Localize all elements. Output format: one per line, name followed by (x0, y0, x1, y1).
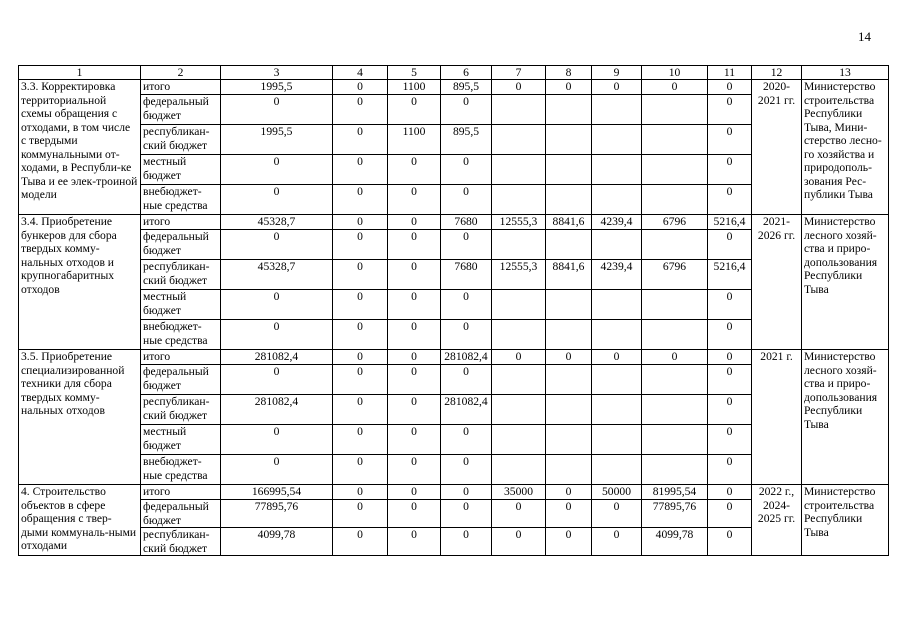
amount-cell: 0 (388, 350, 441, 365)
amount-cell: 0 (441, 528, 492, 556)
amount-cell: 0 (708, 230, 752, 260)
amount-cell: 0 (221, 230, 333, 260)
amount-cell: 0 (708, 455, 752, 485)
amount-cell: 0 (592, 80, 642, 95)
amount-cell: 0 (441, 365, 492, 395)
table-row (19, 485, 889, 500)
amount-cell: 1995,5 (221, 125, 333, 155)
funding-source-label: федеральный бюджет (141, 230, 221, 260)
amount-cell (492, 125, 546, 155)
amount-cell: 281082,4 (441, 350, 492, 365)
amount-cell: 35000 (492, 485, 546, 500)
amount-cell (492, 185, 546, 215)
amount-cell (642, 395, 708, 425)
amount-cell: 0 (388, 215, 441, 230)
funding-source-label: республикан-ский бюджет (141, 395, 221, 425)
amount-cell: 0 (388, 485, 441, 500)
column-number-header: 9 (592, 66, 642, 80)
amount-cell (592, 365, 642, 395)
amount-cell (492, 155, 546, 185)
amount-cell: 0 (388, 528, 441, 556)
amount-cell: 0 (708, 425, 752, 455)
funding-source-label: федеральный бюджет (141, 365, 221, 395)
amount-cell: 0 (388, 155, 441, 185)
amount-cell: 0 (333, 230, 388, 260)
amount-cell: 0 (333, 95, 388, 125)
funding-source-label: итого (141, 80, 221, 95)
responsible-executor: Министерство строительства Республики Тыва (802, 485, 889, 556)
amount-cell: 281082,4 (221, 395, 333, 425)
column-number-header: 7 (492, 66, 546, 80)
column-number-header: 6 (441, 66, 492, 80)
amount-cell (592, 125, 642, 155)
amount-cell: 0 (333, 485, 388, 500)
amount-cell (592, 455, 642, 485)
amount-cell: 0 (221, 95, 333, 125)
amount-cell: 0 (388, 290, 441, 320)
amount-cell: 0 (708, 485, 752, 500)
amount-cell: 0 (388, 500, 441, 528)
amount-cell: 0 (333, 320, 388, 350)
amount-cell: 0 (546, 500, 592, 528)
amount-cell: 0 (708, 290, 752, 320)
measure-title: 4. Строительство объектов в сфере обращения с твер-дыми коммуналь-ными отходами (19, 485, 141, 556)
funding-table (18, 65, 889, 556)
amount-cell: 5216,4 (708, 260, 752, 290)
amount-cell: 0 (708, 528, 752, 556)
amount-cell (642, 125, 708, 155)
column-number-header: 3 (221, 66, 333, 80)
amount-cell: 7680 (441, 215, 492, 230)
amount-cell: 0 (333, 260, 388, 290)
amount-cell: 0 (546, 80, 592, 95)
amount-cell: 0 (592, 350, 642, 365)
amount-cell: 0 (546, 350, 592, 365)
amount-cell: 0 (708, 365, 752, 395)
amount-cell (492, 455, 546, 485)
amount-cell: 0 (546, 528, 592, 556)
amount-cell: 0 (441, 155, 492, 185)
amount-cell: 0 (221, 290, 333, 320)
amount-cell: 12555,3 (492, 260, 546, 290)
amount-cell: 0 (221, 185, 333, 215)
amount-cell: 8841,6 (546, 260, 592, 290)
amount-cell (546, 290, 592, 320)
amount-cell: 0 (708, 155, 752, 185)
amount-cell: 6796 (642, 260, 708, 290)
amount-cell: 4099,78 (642, 528, 708, 556)
amount-cell (592, 320, 642, 350)
funding-source-label: федеральный бюджет (141, 95, 221, 125)
amount-cell: 0 (441, 485, 492, 500)
amount-cell (546, 125, 592, 155)
column-number-header: 8 (546, 66, 592, 80)
amount-cell: 0 (441, 185, 492, 215)
amount-cell: 0 (333, 215, 388, 230)
amount-cell (642, 290, 708, 320)
amount-cell (546, 95, 592, 125)
amount-cell (592, 290, 642, 320)
amount-cell (642, 230, 708, 260)
amount-cell: 0 (221, 365, 333, 395)
amount-cell: 0 (388, 365, 441, 395)
implementation-period: 2021 г. (752, 350, 802, 485)
amount-cell: 0 (441, 320, 492, 350)
amount-cell: 6796 (642, 215, 708, 230)
amount-cell: 166995,54 (221, 485, 333, 500)
amount-cell (592, 155, 642, 185)
amount-cell: 0 (388, 320, 441, 350)
column-number-header: 13 (802, 66, 889, 80)
amount-cell: 5216,4 (708, 215, 752, 230)
amount-cell: 0 (708, 80, 752, 95)
column-number-header: 12 (752, 66, 802, 80)
measure-title: 3.3. Корректировка территориальной схемы обращения с отходами, в том числе с твердыми коммунальными от-ходами, в Республи-ке Тыва и ее элек-троиной модели (19, 80, 141, 215)
amount-cell: 0 (333, 528, 388, 556)
funding-source-label: республикан-ский бюджет (141, 260, 221, 290)
table-row (19, 80, 889, 95)
amount-cell (642, 320, 708, 350)
amount-cell (642, 185, 708, 215)
amount-cell: 281082,4 (221, 350, 333, 365)
amount-cell (592, 95, 642, 125)
amount-cell (492, 230, 546, 260)
responsible-executor: Министерство лесного хозяй-ства и приро-допользования Республики Тыва (802, 215, 889, 350)
amount-cell: 0 (333, 365, 388, 395)
measure-title: 3.4. Приобретение бункеров для сбора твердых комму-нальных отходов и крупногабаритных отходов (19, 215, 141, 350)
responsible-executor: Министерство строительства Республики Тыва, Мини-стерство лесно-го хозяйства и природополь-зования Рес-публики Тыва (802, 80, 889, 215)
page-number: 14 (858, 29, 871, 44)
amount-cell: 8841,6 (546, 215, 592, 230)
measure-title: 3.5. Приобретение специализированной техники для сбора твердых комму-нальных отходов (19, 350, 141, 485)
funding-source-label: республикан-ский бюджет (141, 528, 221, 556)
amount-cell: 1100 (388, 125, 441, 155)
amount-cell: 12555,3 (492, 215, 546, 230)
amount-cell: 0 (333, 425, 388, 455)
amount-cell: 0 (333, 80, 388, 95)
amount-cell (592, 395, 642, 425)
amount-cell (592, 230, 642, 260)
amount-cell: 0 (492, 528, 546, 556)
amount-cell: 1100 (388, 80, 441, 95)
amount-cell: 0 (333, 155, 388, 185)
amount-cell: 0 (388, 395, 441, 425)
amount-cell: 50000 (592, 485, 642, 500)
table-row (19, 215, 889, 230)
amount-cell: 0 (492, 80, 546, 95)
amount-cell: 0 (546, 485, 592, 500)
amount-cell: 0 (221, 155, 333, 185)
amount-cell: 77895,76 (642, 500, 708, 528)
amount-cell: 0 (441, 230, 492, 260)
column-number-header: 11 (708, 66, 752, 80)
amount-cell: 81995,54 (642, 485, 708, 500)
amount-cell: 45328,7 (221, 215, 333, 230)
amount-cell (492, 290, 546, 320)
funding-source-label: местный бюджет (141, 425, 221, 455)
amount-cell (492, 425, 546, 455)
amount-cell (492, 365, 546, 395)
amount-cell: 0 (388, 455, 441, 485)
funding-source-label: федеральный бюджет (141, 500, 221, 528)
amount-cell: 0 (221, 320, 333, 350)
amount-cell: 0 (221, 455, 333, 485)
amount-cell: 0 (388, 230, 441, 260)
column-number-header: 4 (333, 66, 388, 80)
implementation-period: 2022 г., 2024-2025 гг. (752, 485, 802, 556)
amount-cell: 45328,7 (221, 260, 333, 290)
amount-cell: 0 (388, 260, 441, 290)
amount-cell: 0 (492, 350, 546, 365)
amount-cell (642, 155, 708, 185)
column-number-header: 2 (141, 66, 221, 80)
amount-cell: 1995,5 (221, 80, 333, 95)
amount-cell: 0 (441, 290, 492, 320)
amount-cell (546, 185, 592, 215)
amount-cell: 0 (388, 185, 441, 215)
table-header-row (19, 66, 889, 80)
amount-cell: 0 (708, 395, 752, 425)
column-number-header: 10 (642, 66, 708, 80)
amount-cell (642, 95, 708, 125)
amount-cell (546, 455, 592, 485)
amount-cell: 0 (441, 425, 492, 455)
amount-cell: 0 (333, 500, 388, 528)
amount-cell: 0 (708, 185, 752, 215)
amount-cell: 0 (388, 425, 441, 455)
amount-cell: 895,5 (441, 125, 492, 155)
amount-cell: 0 (708, 320, 752, 350)
implementation-period: 2020-2021 гг. (752, 80, 802, 215)
amount-cell: 0 (592, 528, 642, 556)
funding-source-label: итого (141, 485, 221, 500)
amount-cell: 0 (642, 350, 708, 365)
amount-cell: 0 (221, 425, 333, 455)
funding-source-label: республикан-ский бюджет (141, 125, 221, 155)
funding-source-label: итого (141, 350, 221, 365)
amount-cell (546, 365, 592, 395)
amount-cell: 0 (492, 500, 546, 528)
amount-cell: 0 (708, 95, 752, 125)
funding-source-label: итого (141, 215, 221, 230)
amount-cell: 4099,78 (221, 528, 333, 556)
funding-source-label: внебюджет-ные средства (141, 185, 221, 215)
amount-cell: 0 (441, 95, 492, 125)
amount-cell: 0 (388, 95, 441, 125)
amount-cell: 4239,4 (592, 215, 642, 230)
amount-cell: 4239,4 (592, 260, 642, 290)
responsible-executor: Министерство лесного хозяй-ства и приро-допользования Республики Тыва (802, 350, 889, 485)
amount-cell (642, 365, 708, 395)
amount-cell: 0 (333, 185, 388, 215)
amount-cell: 0 (333, 395, 388, 425)
amount-cell (492, 95, 546, 125)
funding-source-label: местный бюджет (141, 290, 221, 320)
amount-cell (546, 425, 592, 455)
amount-cell: 0 (333, 125, 388, 155)
amount-cell: 0 (333, 350, 388, 365)
amount-cell: 0 (333, 455, 388, 485)
amount-cell: 0 (441, 500, 492, 528)
amount-cell (592, 425, 642, 455)
amount-cell (546, 320, 592, 350)
amount-cell: 0 (708, 350, 752, 365)
amount-cell: 0 (441, 455, 492, 485)
funding-source-label: местный бюджет (141, 155, 221, 185)
column-number-header: 5 (388, 66, 441, 80)
amount-cell (546, 395, 592, 425)
amount-cell: 281082,4 (441, 395, 492, 425)
amount-cell (492, 320, 546, 350)
amount-cell (592, 185, 642, 215)
amount-cell (642, 425, 708, 455)
amount-cell: 0 (708, 500, 752, 528)
amount-cell (642, 455, 708, 485)
amount-cell (546, 155, 592, 185)
amount-cell: 77895,76 (221, 500, 333, 528)
amount-cell (492, 395, 546, 425)
table-row (19, 350, 889, 365)
amount-cell: 7680 (441, 260, 492, 290)
column-number-header: 1 (19, 66, 141, 80)
funding-source-label: внебюджет-ные средства (141, 320, 221, 350)
amount-cell (546, 230, 592, 260)
funding-source-label: внебюджет-ные средства (141, 455, 221, 485)
amount-cell: 895,5 (441, 80, 492, 95)
amount-cell: 0 (333, 290, 388, 320)
amount-cell: 0 (708, 125, 752, 155)
amount-cell: 0 (642, 80, 708, 95)
amount-cell: 0 (592, 500, 642, 528)
implementation-period: 2021-2026 гг. (752, 215, 802, 350)
